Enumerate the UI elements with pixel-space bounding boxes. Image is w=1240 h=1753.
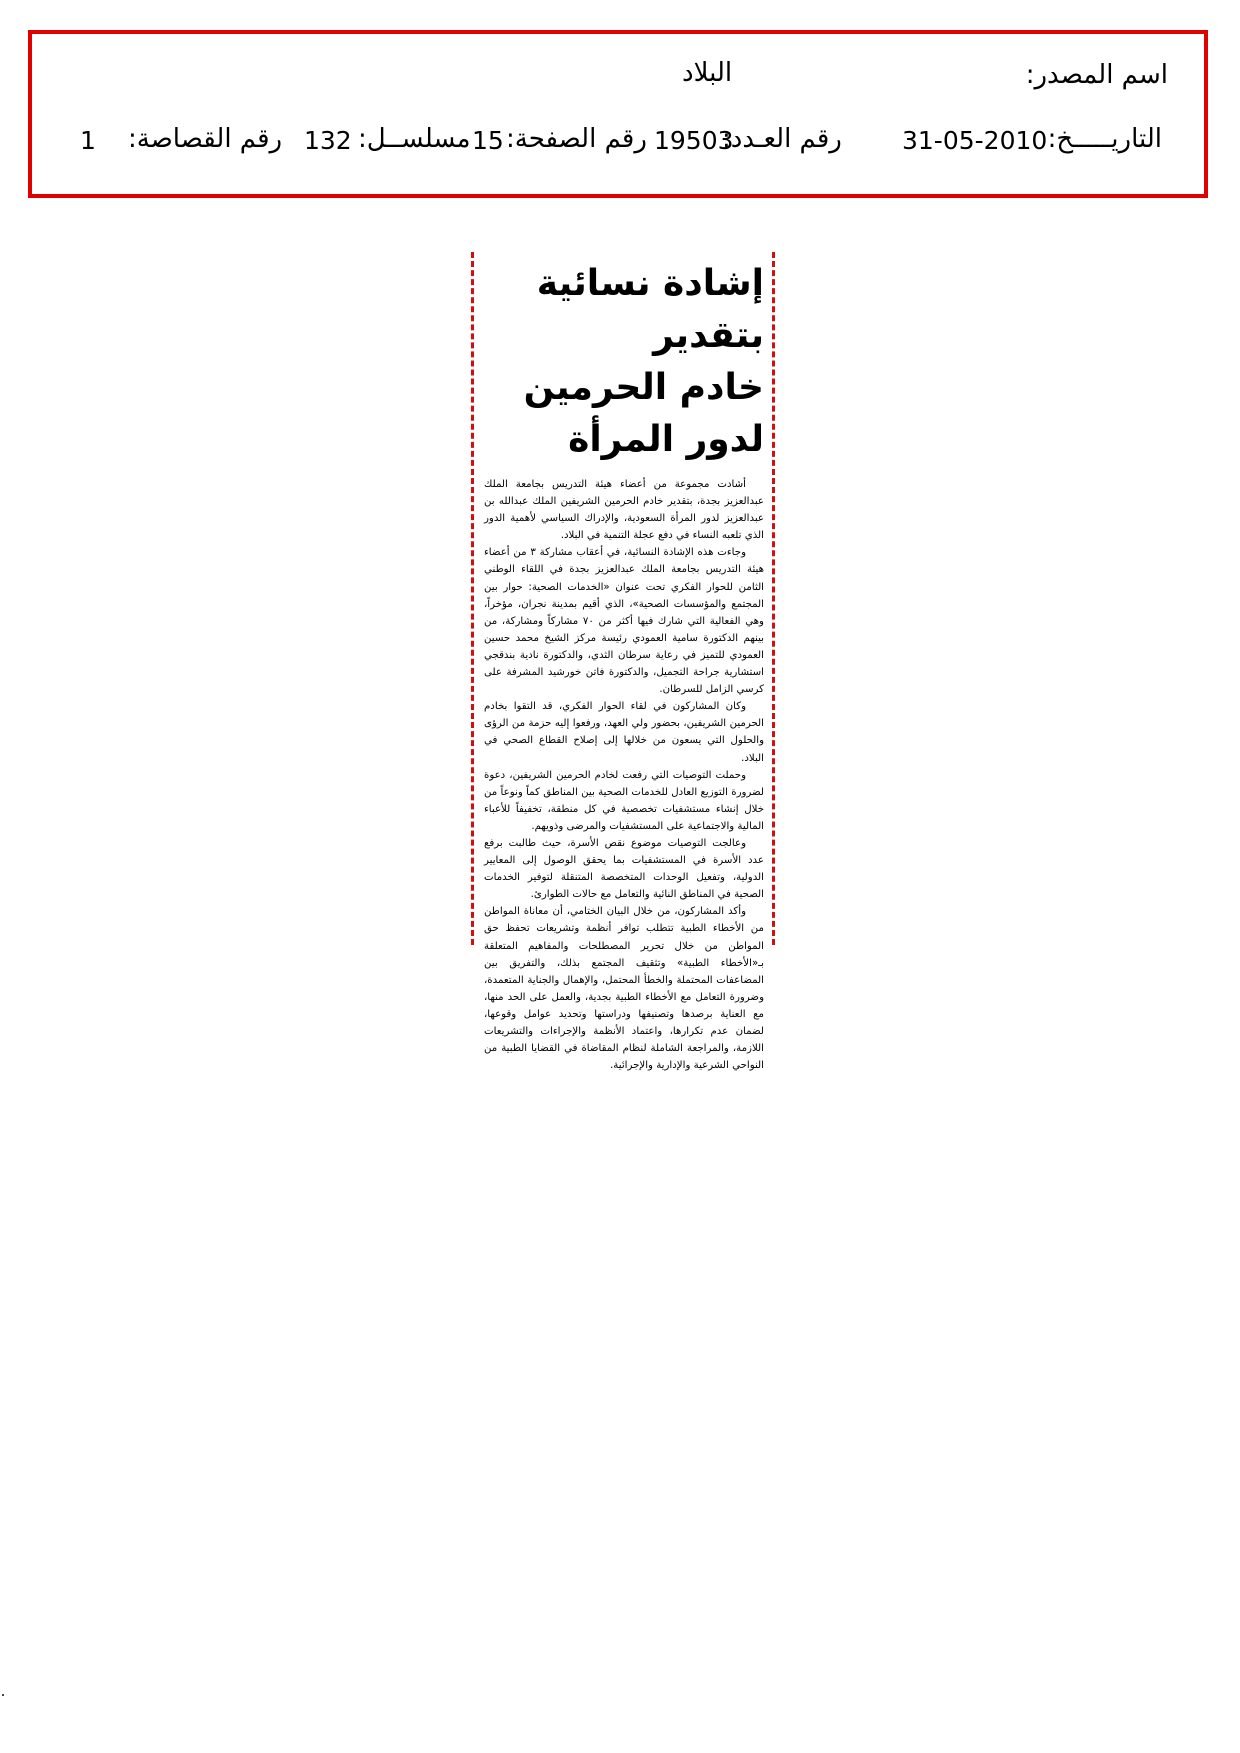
clip-number-label: رقم القصاصة: (128, 124, 283, 154)
issue-label: رقم العـدد: (722, 124, 842, 154)
article-paragraph: وكان المشاركون في لقاء الحوار الفكري، قد التقوا بخادم الحرمين الشريفين، بحضور ولي العهد، ورفعوا إليه حزمة من الرؤى والحلول التي يسعون من خلالها إلى إصلاح القطاع الصحي في البلاد. (484, 701, 764, 764)
scan-artifact-dot (2, 1694, 4, 1696)
article-paragraph: وحملت التوصيات التي رفعت لخادم الحرمين الشريفين، دعوة لضرورة التوزيع العادل للخدمات الصحية بين المناطق كماً ونوعاً من خلال إنشاء مستشفيات تخصصية في كل منطقة، تخفيفاً للأعباء المالية والاجتماعية على المستشفيات والمرضى وذويهم. (484, 769, 764, 832)
clipping-info-box (28, 30, 1208, 198)
article-headline (484, 258, 764, 466)
serial-label: مسلســل: (358, 124, 471, 154)
article-paragraph: وعالجت التوصيات موضوع نقص الأسرة، حيث طالبت برفع عدد الأسرة في المستشفيات بما يحقق الوصول إلى المعايير الدولية، وتفعيل الوحدات المتخصصة المتنقلة لتوفير الخدمات الصحية في المناطق النائية والتعامل مع حالات الطوارئ. (484, 837, 764, 901)
page-label: رقم الصفحة: (506, 124, 647, 154)
headline-line-2: خادم الحرمين لدور المرأة (523, 367, 764, 460)
date-label: التاريـــــخ: (1047, 124, 1162, 154)
article-paragraph: وجاءت هذه الإشادة النسائية، في أعقاب مشاركة ٣ من أعضاء هيئة التدريس بجامعة الملك عبدالعزيز بجدة في اللقاء الوطني الثامن للحوار الفكري تحت عنوان «الخدمات الصحية: حوار بين المجتمع والمؤسسات الصحية»، الذي أقيم بمدينة نجران، مؤخراً، وهي الفعالية التي شارك فيها أكثر من ٧٠ مشاركاً ومشاركة، من بينهم الدكتورة سامية العمودي رئيسة مركز الشيخ محمد حسين العمودي للتميز في رعاية سرطان الثدي، والدكتورة نادية بندقجي استشارية جراحة التجميل، والدكتورة فاتن خورشيد المشرفة على كرسي الزامل للسرطان. (484, 547, 764, 696)
date-value: 31-05-2010 (902, 126, 1048, 155)
source-label: اسم المصدر: (1025, 60, 1168, 90)
clip-number-value: 1 (80, 126, 96, 155)
source-value: البلاد (682, 58, 733, 88)
issue-value: 19503 (654, 126, 734, 155)
article-paragraph: وأكد المشاركون، من خلال البيان الختامي، أن معاناة المواطن من الأخطاء الطبية تتطلب توافر أنظمة وتشريعات تحفظ حق المواطن من خلال تحرير المصطلحات والمفاهيم المتعلقة بـ«الأخطاء الطبية» وتثقيف المجتمع بذلك، والتفريق بين المضاعفات المحتملة والخطأ المحتمل، والإهمال والجناية المتعمدة، وضرورة التعامل مع الأخطاء الطبية بجدية، والعمل على الحد منها، مع العناية برصدها وتصنيفها ودراستها وتحديد عوامل وقوعها، لضمان عدم تكرارها، واعتماد الأنظمة والإجراءات والتشريعات اللازمة، والمراجعة الشاملة لنظام المقاضاة في القضايا الطبية من النواحي الشرعية والإدارية والإجرائية. (484, 906, 764, 1072)
serial-value: 132 (304, 126, 352, 155)
article-body (484, 476, 764, 1074)
page-value: 15 (472, 126, 504, 155)
article-paragraph: أشادت مجموعة من أعضاء هيئة التدريس بجامعة الملك عبدالعزيز بجدة، بتقدير خادم الحرمين الشريفين الملك عبدالله بن عبدالعزيز لدور المرأة السعودية، والإدراك السياسي لأهمية الدور الذي تلعبه النساء في دفع عجلة التنمية في البلاد. (484, 479, 764, 542)
headline-line-1: إشادة نسائية بتقدير (536, 263, 764, 356)
newspaper-clipping (471, 252, 775, 1072)
